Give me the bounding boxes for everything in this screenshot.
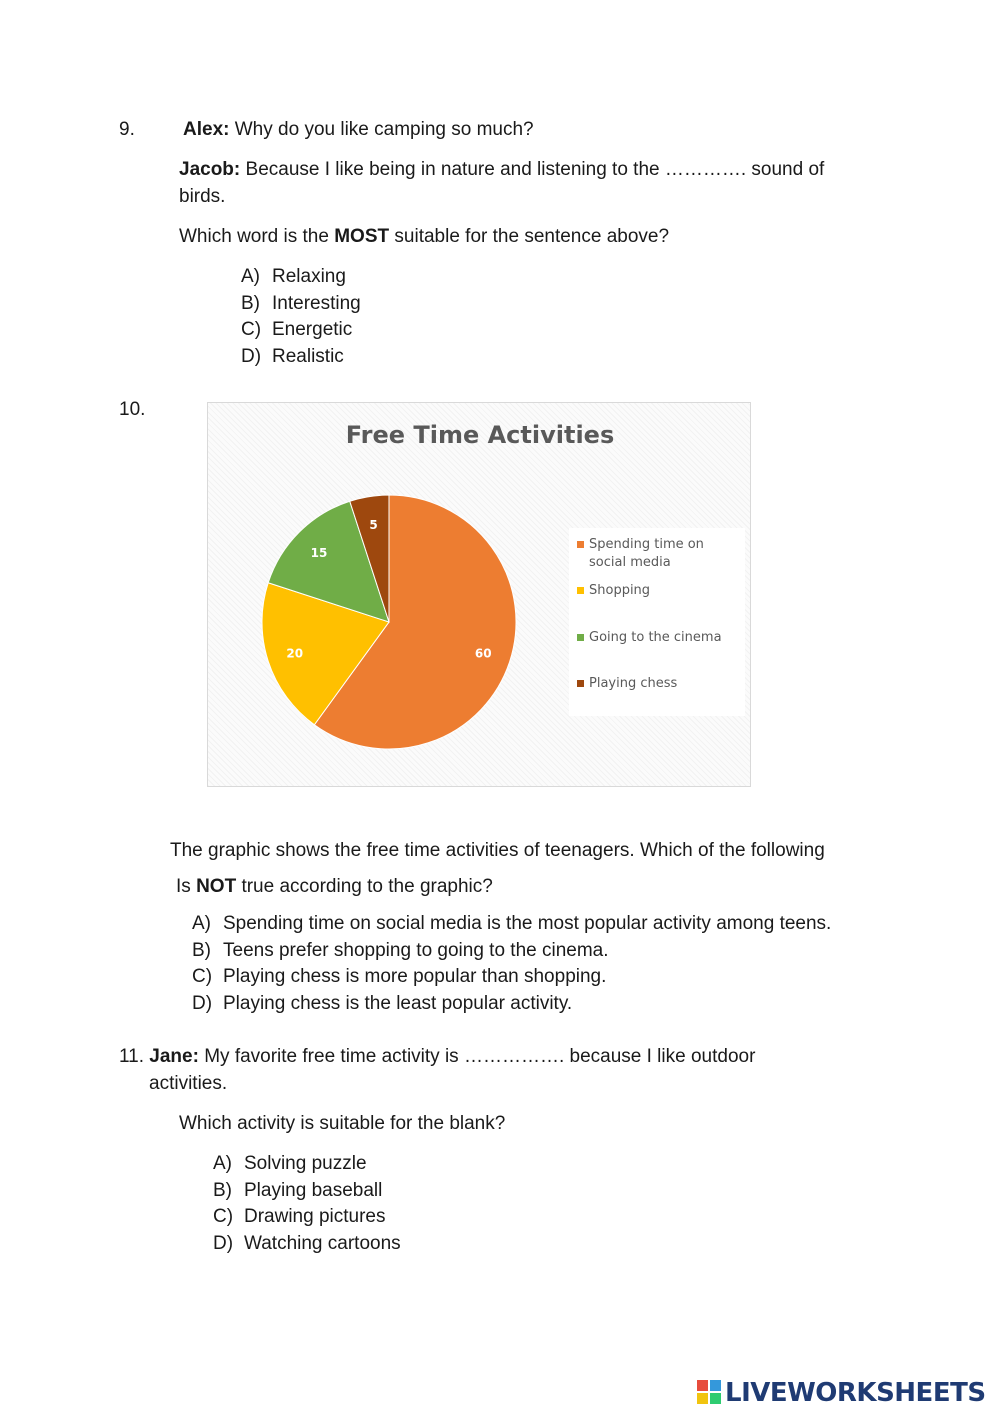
q11-jane-line-cont: activities. [149, 1073, 228, 1094]
legend-item [577, 536, 742, 572]
pie-data-label: 20 [286, 646, 304, 661]
option-text: Playing baseball [244, 1179, 383, 1201]
q9-number: 9. [119, 119, 135, 140]
option-text: Realistic [272, 345, 344, 367]
q9-jacob-line-cont: birds. [179, 186, 226, 207]
q9-option-b [241, 293, 361, 316]
q11-option-b [213, 1180, 382, 1203]
legend-swatch [577, 634, 584, 641]
logo-square [697, 1380, 708, 1391]
q11-jane-text: My favorite free time activity is ……………. because I like outdoor [198, 1046, 756, 1067]
option-text: Drawing pictures [244, 1206, 386, 1227]
option-letter: D) [241, 345, 262, 367]
q11-number: 11. [119, 1046, 145, 1067]
option-letter: B) [213, 1179, 232, 1201]
option-letter: B) [192, 939, 211, 961]
speaker-jacob: Jacob: [179, 159, 241, 180]
option-letter: D) [213, 1232, 234, 1254]
option-letter: D) [192, 992, 213, 1014]
q11-option-a [213, 1153, 367, 1176]
pie-data-label: 15 [310, 545, 328, 560]
option-text: Solving puzzle [244, 1153, 367, 1174]
option-letter: A) [241, 266, 260, 287]
legend-item [577, 629, 742, 647]
q9-option-a [241, 266, 346, 289]
q11-option-d [213, 1233, 401, 1256]
option-letter: C) [241, 319, 262, 340]
legend-swatch [577, 587, 584, 594]
option-text: Relaxing [272, 266, 346, 287]
legend-swatch [577, 541, 584, 548]
q10-option-c [192, 966, 606, 989]
option-text: Teens prefer shopping to going to the cinema. [223, 939, 609, 961]
option-text: Spending time on social media is the most popular activity among teens. [223, 913, 832, 934]
speaker-jane: Jane: [149, 1046, 199, 1067]
q9-prompt-pre: Which word is the [179, 226, 335, 247]
q11-option-c [213, 1206, 386, 1229]
q10-prompt-line1: The graphic shows the free time activities of teenagers. Which of the following [170, 840, 825, 861]
pie-slices [262, 495, 516, 749]
q10-prompt-pre: Is [176, 876, 197, 897]
legend-label: Shopping [589, 583, 651, 598]
option-text: Watching cartoons [244, 1232, 401, 1254]
q10-prompt-bold: NOT [196, 876, 237, 897]
option-letter: B) [241, 292, 260, 314]
q9-prompt-bold: MOST [334, 226, 390, 247]
chart-title: Free Time Activities [345, 421, 615, 449]
q9-jacob-line [179, 159, 824, 182]
logo-grid-icon [697, 1380, 721, 1404]
q11-jane-line [119, 1046, 755, 1069]
legend-item [577, 582, 742, 600]
legend-swatch [577, 680, 584, 687]
legend-label: Going to the cinema [589, 630, 722, 645]
q9-jacob-text: Because I like being in nature and listening to the …………. sound of [240, 159, 825, 180]
q9-alex-text: Why do you like camping so much? [229, 119, 534, 140]
q9-option-d [241, 346, 344, 369]
q9-option-c [241, 319, 352, 342]
pie-data-label: 60 [474, 646, 492, 661]
option-letter: C) [192, 966, 213, 987]
q9-prompt [179, 226, 669, 249]
q9-alex-line [183, 119, 534, 142]
q10-prompt-post: true according to the graphic? [236, 876, 493, 897]
q9-prompt-post: suitable for the sentence above? [389, 226, 670, 247]
q10-number: 10. [119, 399, 146, 420]
logo-square [710, 1393, 721, 1404]
option-text: Interesting [272, 292, 361, 314]
q10-prompt-line2 [176, 876, 493, 899]
option-text: Playing chess is the least popular activity. [223, 992, 573, 1014]
pie-chart [207, 402, 751, 787]
legend-label: Spending time on social media [589, 537, 704, 570]
chart-legend [569, 528, 745, 716]
option-letter: A) [192, 913, 211, 934]
q10-option-a [192, 913, 831, 936]
option-letter: C) [213, 1206, 234, 1227]
logo-square [710, 1380, 721, 1391]
legend-label: Playing chess [589, 676, 678, 691]
legend-item [577, 675, 742, 693]
q11-prompt: Which activity is suitable for the blank? [179, 1113, 506, 1134]
q10-option-d [192, 993, 572, 1016]
pie-data-label: 5 [369, 518, 378, 533]
logo-square [697, 1393, 708, 1404]
logo-text: LIVEWORKSHEETS [725, 1378, 986, 1408]
q10-option-b [192, 940, 609, 963]
speaker-alex: Alex: [183, 119, 230, 140]
option-text: Playing chess is more popular than shopping. [223, 966, 607, 987]
option-text: Energetic [272, 319, 353, 340]
option-letter: A) [213, 1153, 232, 1174]
